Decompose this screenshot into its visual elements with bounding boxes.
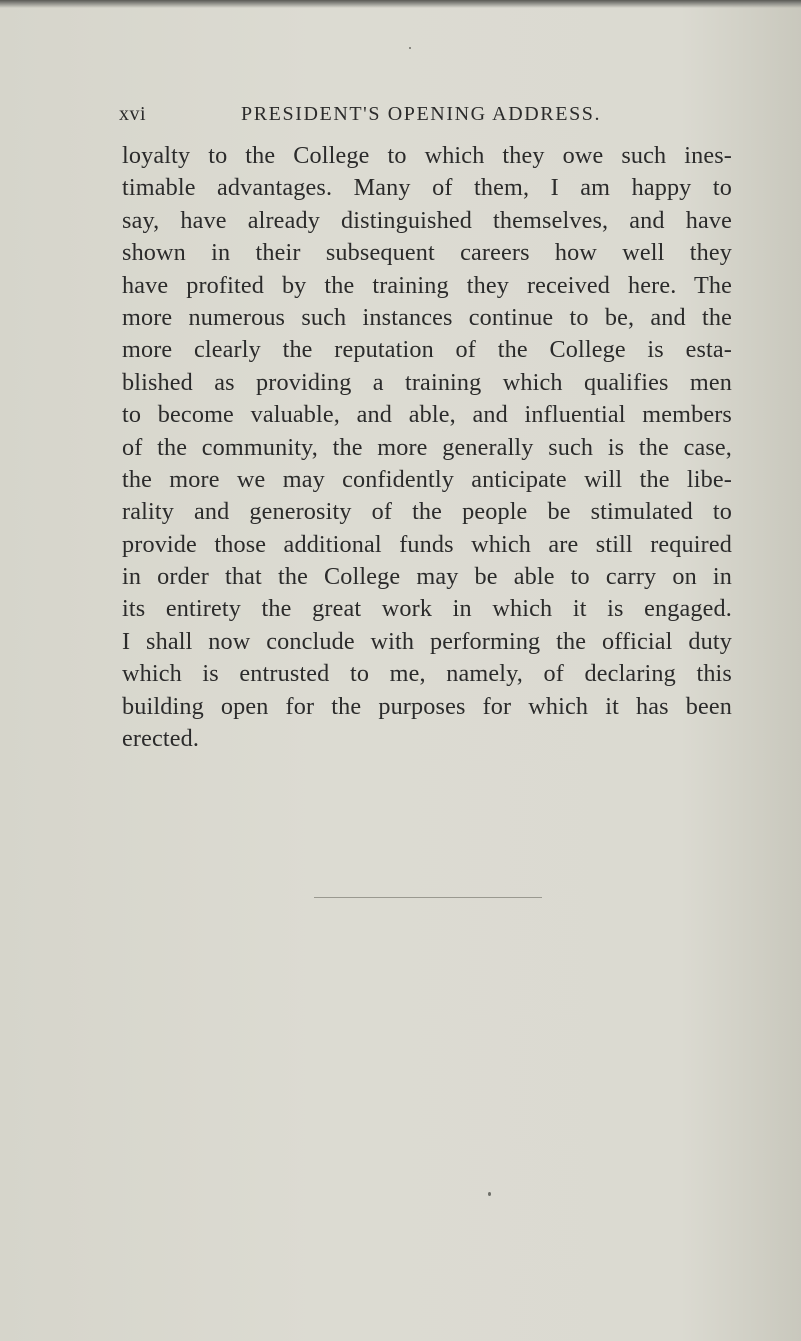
text-line: erected. xyxy=(122,725,200,753)
text-line: which is entrusted to me, namely, of declaring this xyxy=(122,660,732,688)
text-line: say, have already distinguished themselves, and have xyxy=(122,206,732,234)
text-line: of the community, the more generally such is the case, xyxy=(122,433,732,461)
section-end-rule xyxy=(314,897,542,898)
text-line: its entirety the great work in which it is engaged. xyxy=(122,595,732,623)
text-line: have profited by the training they received here. The xyxy=(122,271,732,299)
body-paragraph xyxy=(122,140,732,755)
page-number: xvi xyxy=(119,103,147,125)
text-line: more clearly the reputation of the College is esta- xyxy=(122,336,732,364)
text-line: the more we may confidently anticipate will the libe- xyxy=(122,465,732,493)
text-line: blished as providing a training which qualifies men xyxy=(122,368,732,396)
running-head: PRESIDENT'S OPENING ADDRESS. xyxy=(241,103,602,125)
page-header xyxy=(119,103,719,133)
paper-speck xyxy=(409,47,411,49)
text-line: to become valuable, and able, and influential members xyxy=(122,401,732,429)
paper-speck xyxy=(488,1192,491,1196)
text-line: rality and generosity of the people be stimulated to xyxy=(122,498,732,526)
text-line: building open for the purposes for which it has been xyxy=(122,692,732,720)
text-line: provide those additional funds which are still required xyxy=(122,530,732,558)
page-top-edge-shadow xyxy=(0,0,801,8)
text-line: I shall now conclude with performing the official duty xyxy=(122,627,732,655)
text-line: more numerous such instances continue to be, and the xyxy=(122,303,732,331)
text-line: loyalty to the College to which they owe such ines- xyxy=(122,142,732,169)
text-line: shown in their subsequent careers how well they xyxy=(122,239,732,267)
text-line: timable advantages. Many of them, I am happy to xyxy=(122,174,732,202)
text-line: in order that the College may be able to carry on in xyxy=(122,563,732,591)
